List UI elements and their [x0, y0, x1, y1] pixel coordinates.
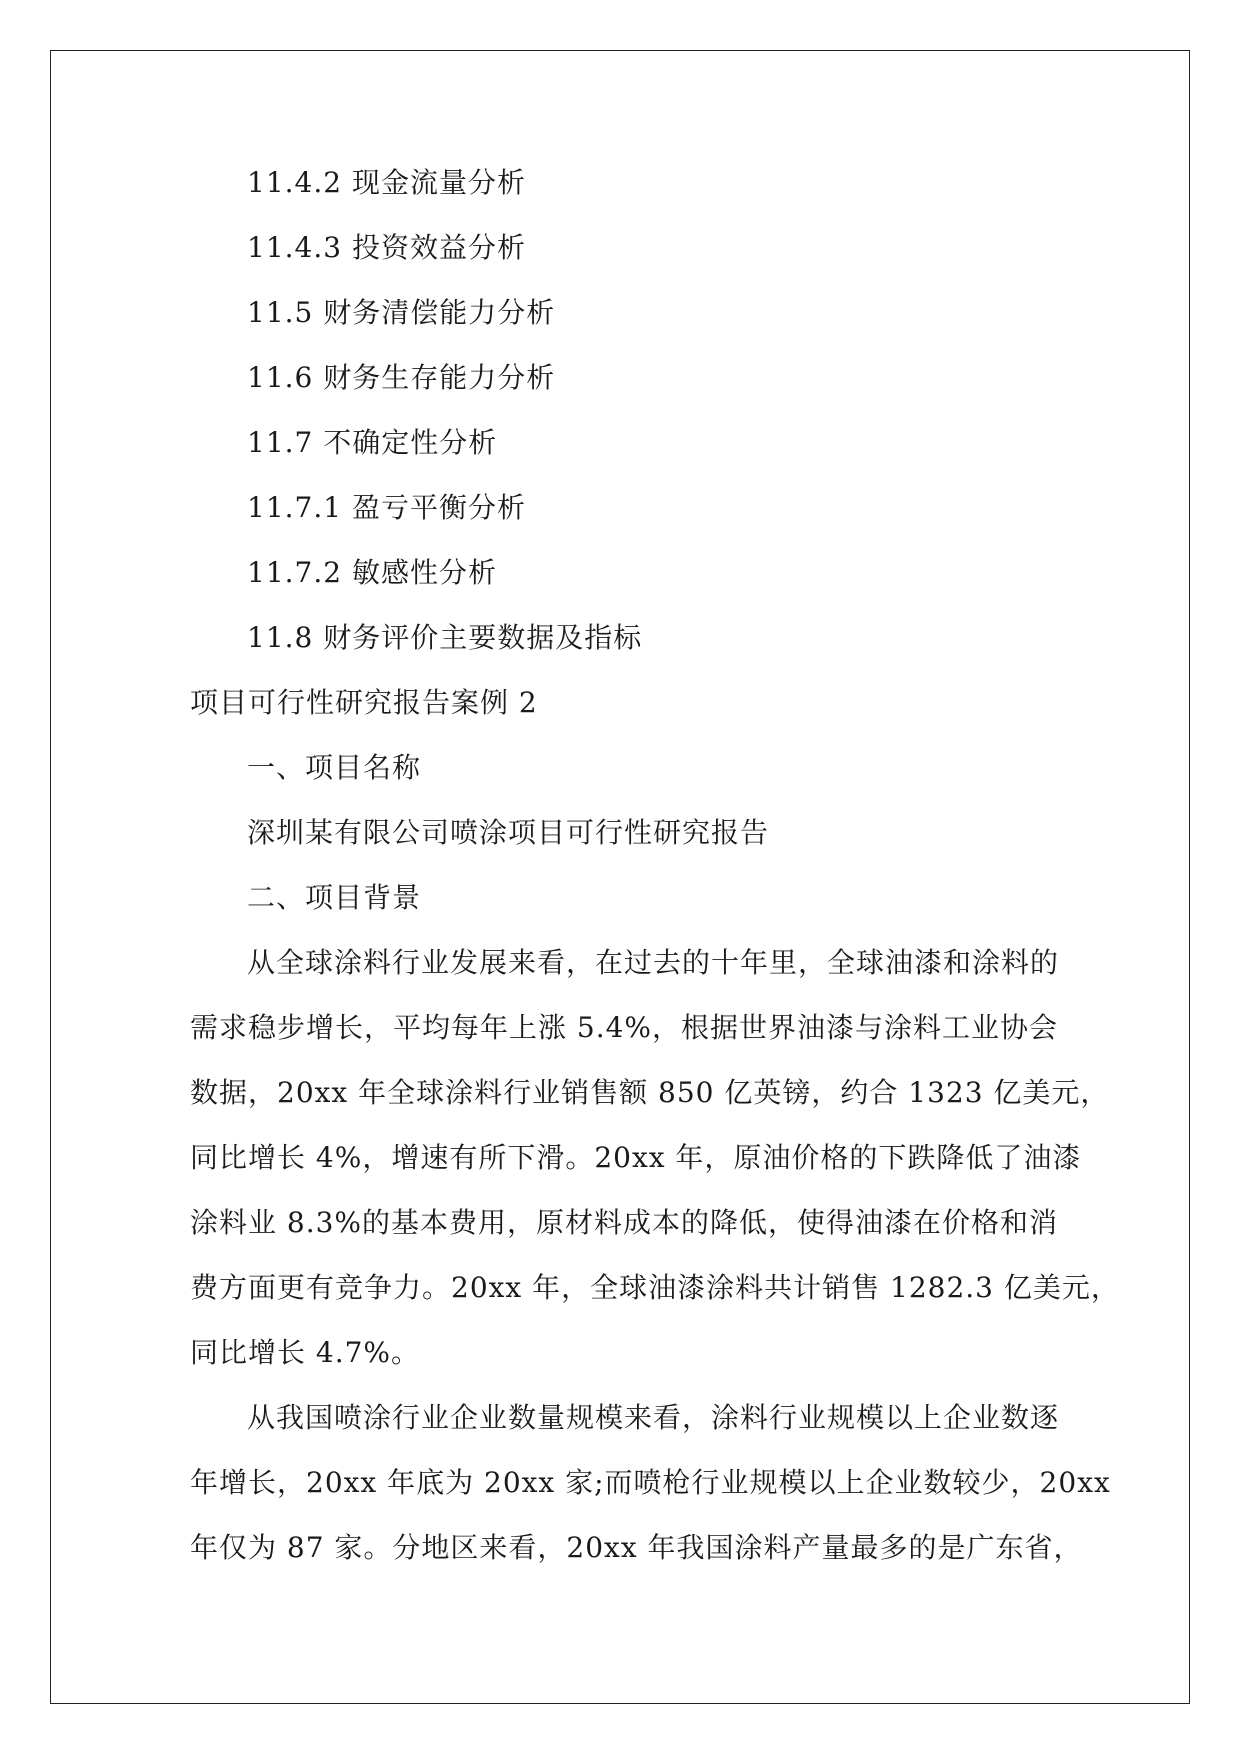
toc-item: 11.7 不确定性分析 — [247, 426, 498, 459]
paragraph-line: 需求稳步增长，平均每年上涨 5.4%，根据世界油漆与涂料工业协会 — [190, 1011, 1059, 1044]
background-paragraph-1 — [190, 930, 1120, 1385]
project-name-text: 深圳某有限公司喷涂项目可行性研究报告 — [247, 816, 770, 849]
background-paragraph-2 — [190, 1385, 1111, 1580]
paragraph-line: 同比增长 4.7%。 — [190, 1336, 421, 1369]
paragraph-line: 涂料业 8.3%的基本费用，原材料成本的降低，使得油漆在价格和消 — [190, 1206, 1059, 1239]
paragraph-line: 数据，20xx 年全球涂料行业销售额 850 亿英镑，约合 1323 亿美元， — [190, 1076, 1110, 1109]
section-title-project-name: 一、项目名称 — [247, 751, 422, 784]
paragraph-line: 同比增长 4%，增速有所下滑。20xx 年，原油价格的下跌降低了油漆 — [190, 1141, 1082, 1174]
toc-item: 11.4.3 投资效益分析 — [247, 231, 526, 264]
paragraph-line: 费方面更有竞争力。20xx 年，全球油漆涂料共计销售 1282.3 亿美元， — [190, 1271, 1120, 1304]
document-body — [190, 150, 1120, 1580]
paragraph-line: 年仅为 87 家。分地区来看，20xx 年我国涂料产量最多的是广东省， — [190, 1531, 1083, 1564]
toc-item: 11.7.2 敏感性分析 — [247, 556, 497, 589]
toc-item: 11.6 财务生存能力分析 — [247, 361, 556, 394]
toc-item: 11.4.2 现金流量分析 — [247, 166, 526, 199]
toc-item: 11.7.1 盈亏平衡分析 — [247, 491, 526, 524]
paragraph-line: 年增长，20xx 年底为 20xx 家;而喷枪行业规模以上企业数较少，20xx — [190, 1466, 1111, 1499]
document-heading: 项目可行性研究报告案例 2 — [190, 686, 538, 719]
toc-item: 11.8 财务评价主要数据及指标 — [247, 621, 643, 654]
section-title-background: 二、项目背景 — [247, 881, 422, 914]
toc-item: 11.5 财务清偿能力分析 — [247, 296, 556, 329]
paragraph-line: 从全球涂料行业发展来看，在过去的十年里，全球油漆和涂料的 — [247, 946, 1060, 979]
paragraph-line: 从我国喷涂行业企业数量规模来看，涂料行业规模以上企业数逐 — [247, 1401, 1060, 1434]
